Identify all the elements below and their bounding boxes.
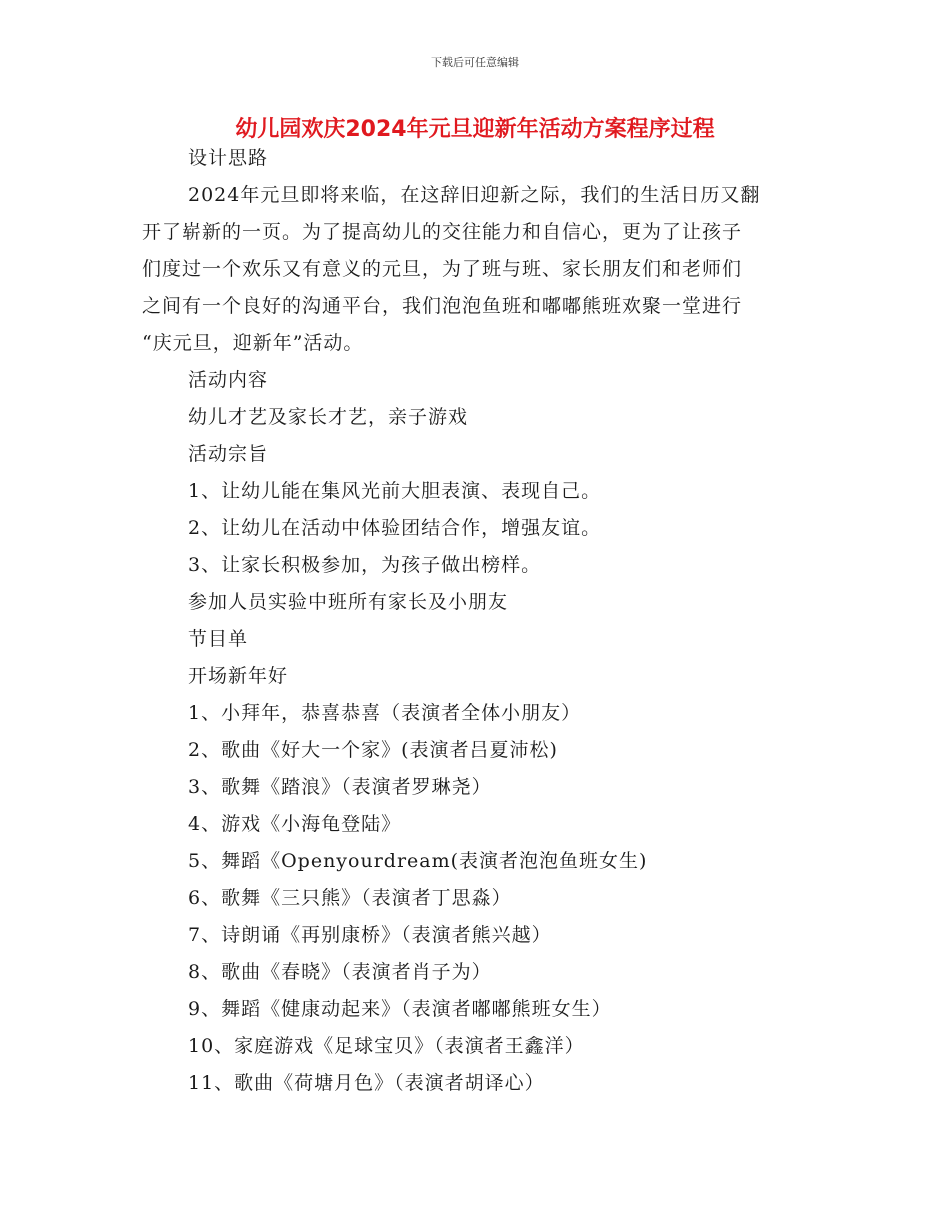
program-opening: 开场新年好 [188,665,289,687]
program-item: 4、游戏《小海龟登陆》 [188,813,402,835]
intro-line: 2024年元旦即将来临，在这辞旧迎新之际，我们的生活日历又翻 [188,184,761,206]
intro-line: “庆元旦，迎新年”活动。 [142,332,364,354]
section-heading-content: 活动内容 [188,369,269,391]
program-item: 5、舞蹈《Openyourdream(表演者泡泡鱼班女生) [188,850,648,872]
document-body [142,140,802,1102]
participants-text: 参加人员实验中班所有家长及小朋友 [188,591,509,613]
page-header-note: 下载后可任意编辑 [431,56,519,69]
program-item: 9、舞蹈《健康动起来》（表演者嘟嘟熊班女生） [188,998,612,1020]
intro-line: 之间有一个良好的沟通平台，我们泡泡鱼班和嘟嘟熊班欢聚一堂进行 [142,295,743,317]
program-item: 10、家庭游戏《足球宝贝》（表演者王鑫洋） [188,1035,585,1057]
section-heading-purpose: 活动宗旨 [188,443,269,465]
content-text: 幼儿才艺及家长才艺，亲子游戏 [188,406,469,428]
program-item: 11、歌曲《荷塘月色》（表演者胡译心） [188,1072,545,1094]
purpose-item: 1、让幼儿能在集风光前大胆表演、表现自己。 [188,480,602,502]
section-heading-program: 节目单 [188,628,249,650]
intro-line: 们度过一个欢乐又有意义的元旦，为了班与班、家长朋友们和老师们 [142,258,743,280]
program-item: 6、歌舞《三只熊》（表演者丁思淼） [188,887,512,909]
program-item: 3、歌舞《踏浪》（表演者罗琳尧） [188,776,492,798]
program-item: 2、歌曲《好大一个家》(表演者吕夏沛松) [188,739,558,761]
intro-line: 开了崭新的一页。为了提高幼儿的交往能力和自信心，更为了让孩子 [142,221,743,243]
program-list [142,695,802,1102]
intro-paragraph [142,177,802,362]
document-title: 幼儿园欢庆2024年元旦迎新年活动方案程序过程 [235,117,715,142]
purpose-item: 2、让幼儿在活动中体验团结合作，增强友谊。 [188,517,602,539]
program-item: 8、歌曲《春晓》（表演者肖子为） [188,961,492,983]
section-heading-design: 设计思路 [188,147,269,169]
purpose-item: 3、让家长积极参加，为孩子做出榜样。 [188,554,542,576]
program-item: 1、小拜年，恭喜恭喜（表演者全体小朋友） [188,702,582,724]
program-item: 7、诗朗诵《再别康桥》（表演者熊兴越） [188,924,552,946]
